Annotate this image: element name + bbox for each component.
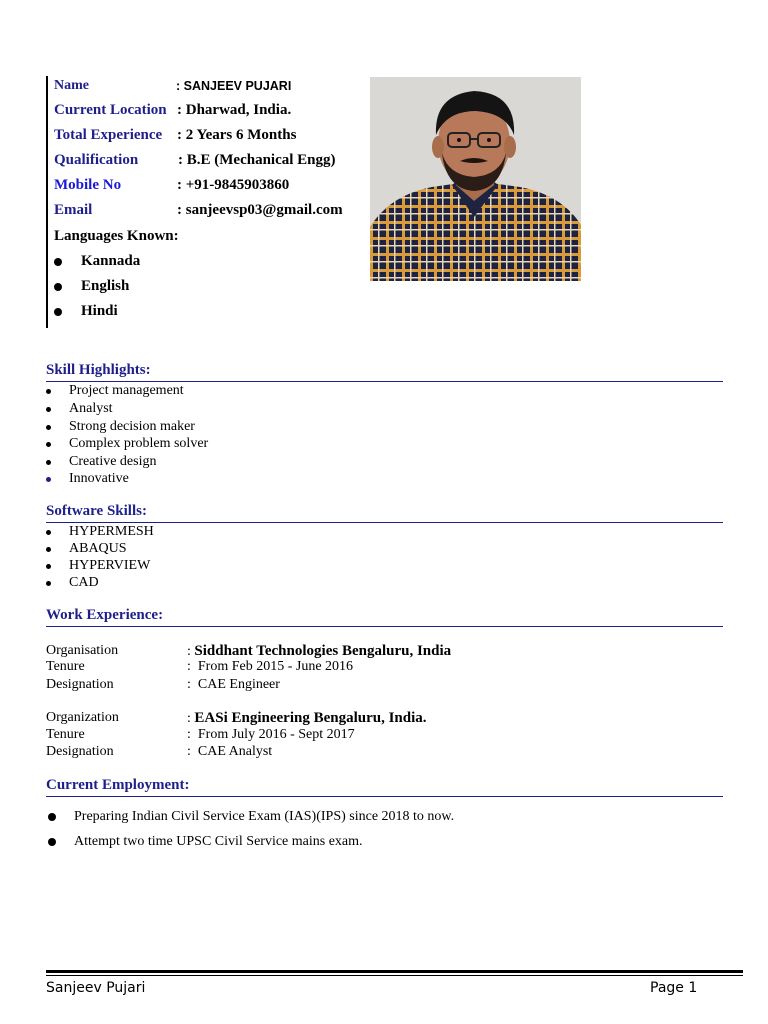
bullet-icon bbox=[46, 564, 51, 569]
list-item-text: Project management bbox=[69, 383, 184, 398]
profile-photo bbox=[370, 77, 581, 281]
job-tenure-value: : From July 2016 - Sept 2017 bbox=[187, 727, 355, 742]
bullet-icon bbox=[46, 581, 51, 586]
job-org-label: Organization bbox=[46, 710, 119, 725]
bullet-icon bbox=[46, 530, 51, 535]
language-text: Hindi bbox=[81, 303, 118, 319]
bullet-icon bbox=[46, 425, 51, 430]
list-item-text: Attempt two time UPSC Civil Service mains exam. bbox=[74, 834, 363, 849]
job-org-value: : Siddhant Technologies Bengaluru, India bbox=[187, 643, 452, 659]
footer-rule-thin bbox=[46, 975, 743, 976]
email-value: : sanjeevsp03@gmail.com bbox=[177, 202, 343, 218]
job-org-name: EASi Engineering Bengaluru, India. bbox=[194, 710, 427, 726]
list-item-text: HYPERMESH bbox=[69, 524, 154, 539]
section-current-employment bbox=[46, 777, 723, 797]
qualification-label: Qualification bbox=[54, 152, 139, 168]
footer-page-number: Page 1 bbox=[650, 980, 698, 996]
location-value: : Dharwad, India. bbox=[177, 102, 292, 118]
section-work-experience bbox=[46, 607, 723, 627]
section-title: Software Skills: bbox=[46, 503, 147, 519]
info-left-rule bbox=[46, 76, 48, 328]
job-designation-text: CAE Analyst bbox=[197, 744, 273, 759]
list-item-text: ABAQUS bbox=[69, 541, 127, 556]
footer-author: Sanjeev Pujari bbox=[46, 980, 146, 996]
experience-value: : 2 Years 6 Months bbox=[177, 127, 297, 143]
job-tenure-value: : From Feb 2015 - June 2016 bbox=[187, 659, 354, 674]
job-designation-value: : CAE Engineer bbox=[187, 677, 280, 692]
job-org-value: : EASi Engineering Bengaluru, India. bbox=[187, 710, 427, 726]
section-title: Current Employment: bbox=[46, 777, 190, 793]
job-designation-text: CAE Engineer bbox=[197, 677, 280, 692]
job-tenure-label: Tenure bbox=[46, 659, 85, 674]
footer-rule bbox=[46, 970, 743, 973]
bullet-icon bbox=[54, 258, 62, 266]
name-label: Name bbox=[54, 78, 89, 93]
language-text: Kannada bbox=[81, 253, 141, 269]
bullet-icon bbox=[48, 838, 56, 846]
list-item-text: HYPERVIEW bbox=[69, 558, 151, 573]
section-software-skills bbox=[46, 503, 723, 523]
bullet-icon bbox=[54, 308, 62, 316]
job-designation-value: : CAE Analyst bbox=[187, 744, 273, 759]
mobile-label: Mobile No bbox=[54, 177, 122, 193]
language-text: English bbox=[81, 278, 130, 294]
list-item-text: Innovative bbox=[69, 471, 129, 486]
bullet-icon bbox=[54, 283, 62, 291]
bullet-icon bbox=[48, 813, 56, 821]
list-item-text: Analyst bbox=[69, 401, 113, 416]
name-value: : SANJEEV PUJARI bbox=[176, 79, 292, 93]
location-label: Current Location bbox=[54, 102, 167, 118]
list-item-text: Creative design bbox=[69, 454, 157, 469]
job-org-name: Siddhant Technologies Bengaluru, India bbox=[194, 643, 452, 659]
section-title: Skill Highlights: bbox=[46, 362, 151, 378]
email-label: Email bbox=[54, 202, 93, 218]
bullet-icon bbox=[46, 547, 51, 552]
bullet-icon bbox=[46, 407, 51, 412]
list-item-text: Complex problem solver bbox=[69, 436, 209, 451]
section-title: Work Experience: bbox=[46, 607, 164, 623]
job-tenure-text: From Feb 2015 - June 2016 bbox=[197, 659, 354, 674]
profile-photo-illustration bbox=[370, 77, 581, 281]
bullet-icon bbox=[46, 389, 51, 394]
bullet-icon bbox=[46, 477, 51, 482]
experience-label: Total Experience bbox=[54, 127, 163, 143]
job-tenure-text: From July 2016 - Sept 2017 bbox=[197, 727, 355, 742]
mobile-value: : +91-9845903860 bbox=[177, 177, 290, 193]
list-item-text: Preparing Indian Civil Service Exam (IAS)(IPS) since 2018 to now. bbox=[74, 809, 455, 824]
list-item-text: CAD bbox=[69, 575, 99, 590]
languages-label: Languages Known: bbox=[54, 228, 179, 244]
bullet-icon bbox=[46, 460, 51, 465]
qualification-value: : B.E (Mechanical Engg) bbox=[178, 152, 336, 168]
job-designation-label: Designation bbox=[46, 744, 114, 759]
job-designation-label: Designation bbox=[46, 677, 114, 692]
bullet-icon bbox=[46, 442, 51, 447]
job-tenure-label: Tenure bbox=[46, 727, 85, 742]
section-skill-highlights bbox=[46, 362, 723, 382]
list-item-text: Strong decision maker bbox=[69, 419, 195, 434]
job-org-label: Organisation bbox=[46, 643, 119, 658]
